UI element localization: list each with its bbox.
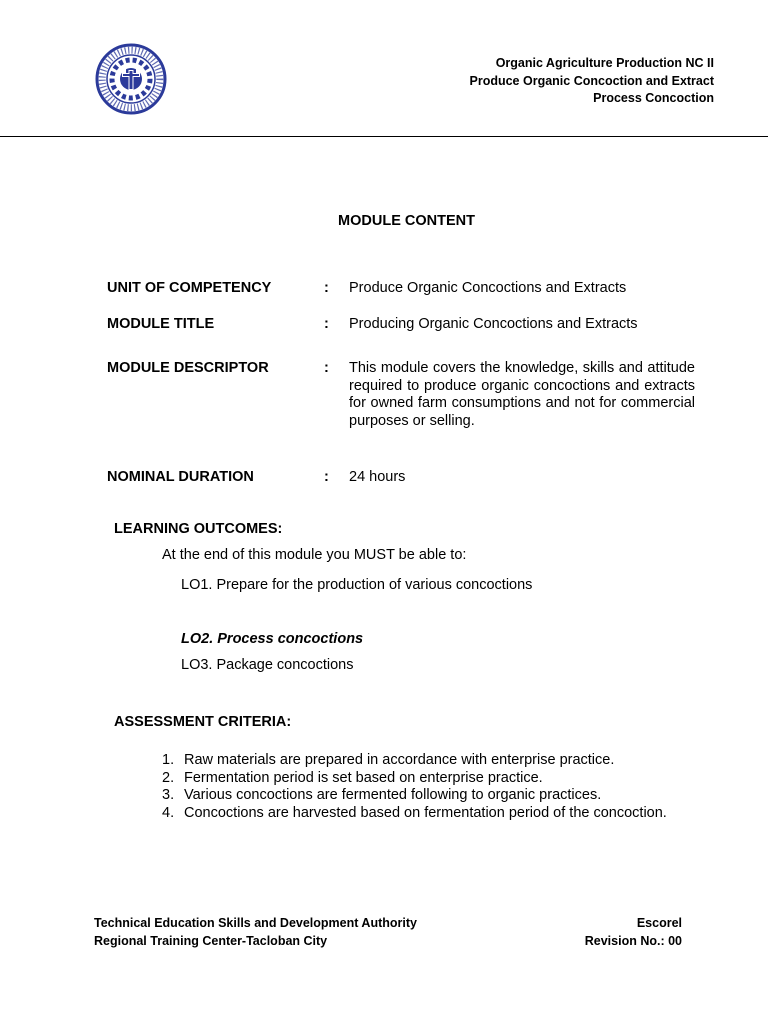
footer-agency: Technical Education Skills and Development Authority	[94, 916, 417, 930]
list-item-number: 1.	[162, 752, 175, 768]
assessment-criteria-heading: ASSESSMENT CRITERIA:	[114, 714, 292, 730]
list-item	[162, 770, 683, 788]
learning-outcomes-heading: LEARNING OUTCOMES:	[114, 521, 283, 537]
field-value: Produce Organic Concoctions and Extracts	[349, 280, 627, 296]
field-value: This module covers the knowledge, skills and attitude required to produce organic concoctions and extracts for owned farm consumptions and not for commercial purposes or selling.	[349, 360, 695, 429]
list-item-text: Raw materials are prepared in accordance with enterprise practice.	[184, 752, 615, 768]
footer-revision-number: Revision No.: 00	[584, 933, 682, 948]
list-item-text: Various concoctions are fermented following to organic practices.	[184, 787, 602, 803]
field-label: MODULE TITLE	[107, 316, 215, 332]
list-item-text: Concoctions are harvested based on fermentation period of the concoction.	[184, 804, 667, 821]
learning-outcome-item: LO3. Package concoctions	[181, 657, 354, 673]
field-colon: :	[324, 280, 329, 296]
list-item-number: 3.	[162, 787, 175, 803]
header-divider	[0, 136, 768, 137]
field-colon: :	[324, 360, 329, 376]
header-line-lesson: Process Concoction	[593, 91, 714, 105]
learning-outcome-item: LO1. Prepare for the production of various concoctions	[181, 577, 533, 593]
field-colon: :	[324, 316, 329, 332]
list-item-text: Fermentation period is set based on enterprise practice.	[184, 769, 543, 786]
list-item-number: 2.	[162, 769, 175, 786]
document-header	[470, 55, 715, 108]
header-line-qualification: Organic Agriculture Production NC II	[495, 56, 714, 70]
list-item	[162, 787, 683, 805]
footer-author: Escorel	[636, 916, 682, 930]
learning-outcome-item-current: LO2. Process concoctions	[181, 631, 364, 647]
tesda-seal-icon	[95, 43, 167, 115]
footer-training-center: Regional Training Center-Tacloban City	[94, 933, 328, 948]
module-content-heading: MODULE CONTENT	[338, 213, 475, 229]
field-label: UNIT OF COMPETENCY	[107, 280, 272, 296]
field-label: MODULE DESCRIPTOR	[107, 360, 269, 376]
footer-organization	[94, 915, 417, 950]
field-value: 24 hours	[349, 469, 406, 485]
learning-outcomes-intro: At the end of this module you MUST be able to:	[162, 547, 467, 563]
footer-revision	[585, 915, 682, 950]
field-label: NOMINAL DURATION	[107, 469, 254, 485]
list-item	[162, 752, 683, 770]
field-colon: :	[324, 469, 329, 485]
field-value: Producing Organic Concoctions and Extracts	[349, 316, 638, 332]
header-line-unit: Produce Organic Concoction and Extract	[469, 73, 714, 88]
list-item-number: 4.	[162, 804, 175, 821]
assessment-criteria-list	[162, 752, 683, 822]
list-item	[162, 805, 683, 823]
